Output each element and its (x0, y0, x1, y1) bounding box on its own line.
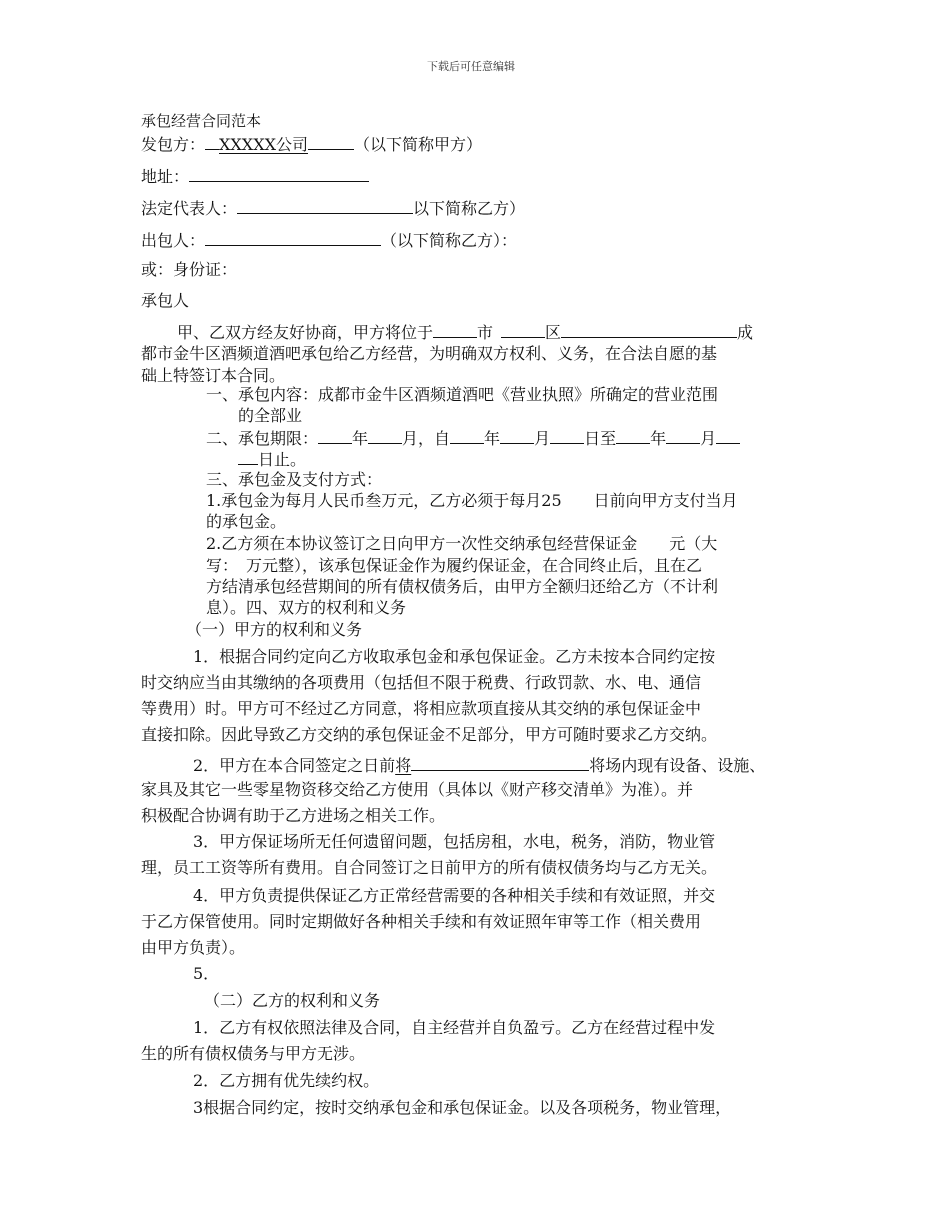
city-blank (433, 320, 477, 338)
clause-3-item2-line1: 2.乙方须在本协议签订之日向甲方一次性交纳承包经营保证金 元（大 (206, 534, 718, 553)
section-b-title: （二）乙方的权利和义务 (204, 991, 381, 1010)
term-blank (666, 426, 700, 444)
term-blank (550, 426, 584, 444)
clause-3-item2-line4: 息）。四、双方的权利和义务 (206, 598, 407, 617)
party-a-label: 发包方： (141, 135, 206, 154)
section-a-p2-line: 积极配合协调有助于乙方进场之相关工作。 (141, 806, 446, 825)
term-text: 月 (700, 429, 717, 448)
intro-line-3: 础上特签订本合同。 (141, 366, 286, 385)
term-blank (450, 426, 484, 444)
term-text: 日至 (584, 429, 617, 448)
clause-3-item1-line2: 的承包金。 (206, 512, 287, 531)
intro-line-2: 都市金牛区酒频道酒吧承包给乙方经营，为明确双方权利、义务，在合法自愿的基 (141, 344, 718, 363)
intro-line-1 (177, 320, 753, 344)
term-text: 月 (534, 429, 551, 448)
party-a-line (141, 132, 482, 156)
document-title: 承包经营合同范本 (141, 112, 262, 130)
clause-2-line-2 (238, 447, 306, 471)
clause-1-line-2: 的全部业 (238, 406, 303, 425)
city-label: 市 (477, 323, 494, 342)
lessor-line (141, 228, 517, 252)
section-a-title: （一）甲方的权利和义务 (186, 620, 363, 639)
term-text: 年 (650, 429, 667, 448)
party-a-name: XXXXX公司 (219, 135, 308, 154)
district-blank (501, 320, 545, 338)
section-a-p3-line: 理，员工工资等所有费用。自合同签订之日前甲方的所有债权债务均与乙方无关。 (141, 858, 718, 877)
section-a-p2-line: 家具及其它一些零星物资移交给乙方使用（具体以《财产移交清单》为准）。并 (141, 780, 694, 799)
term-blank (368, 426, 402, 444)
district-label: 区 (545, 323, 562, 342)
section-b-p1-line: 1．乙方有权依照法律及合同，自主经营并自负盈亏。乙方在经营过程中发 (193, 1018, 716, 1037)
lessor-blank (205, 228, 381, 246)
location-blank (561, 320, 737, 338)
term-blank (716, 426, 740, 444)
address-line (141, 164, 369, 188)
contractor-label: 承包人 (141, 291, 190, 310)
party-a-suffix: （以下简称甲方） (353, 135, 482, 154)
term-end: 日止。 (258, 450, 307, 469)
clause-3-item2-line3: 方结清承包经营期间的所有债权债务后，由甲方全额归还给乙方（不计利 (206, 577, 719, 596)
section-a-p5: 5． (193, 964, 220, 983)
id-line: 或：身份证： (141, 260, 238, 279)
section-a-p1-line: 直接扣除。因此导致乙方交纳的承包保证金不足部分，甲方可随时要求乙方交纳。 (141, 725, 718, 744)
address-label: 地址： (141, 167, 190, 186)
p2-suffix: 将场内现有设备、设施、 (589, 756, 766, 775)
term-text: 月，自 (402, 429, 451, 448)
clause-3-title: 三、承包金及支付方式： (206, 470, 383, 489)
term-label: 二、承包期限： (206, 429, 319, 448)
section-b-p1-line: 生的所有债权债务与甲方无涉。 (141, 1044, 366, 1063)
section-a-p1-line: 等费用）时。甲方可不经过乙方同意，将相应款项直接从其交纳的承包保证金中 (141, 699, 702, 718)
section-a-p1-line: 时交纳应当由其缴纳的各项费用（包括但不限于税费、行政罚款、水、电、通信 (141, 673, 702, 692)
section-a-p2-line-1 (193, 753, 765, 777)
term-blank (500, 426, 534, 444)
clause-3-item2-line2: 写： 万元整），该承包保证金作为履约保证金，在合同终止后，且在乙 (206, 556, 703, 575)
p2-blank (411, 753, 589, 771)
term-blank (616, 426, 650, 444)
section-a-p4-line: 由甲方负责）。 (141, 938, 246, 957)
section-b-p2: 2．乙方拥有优先续约权。 (193, 1071, 380, 1090)
intro-text: 甲、乙双方经友好协商，甲方将位于 (177, 323, 434, 342)
term-blank (238, 447, 258, 465)
p2-underlined: 将 (395, 756, 412, 775)
address-blank (189, 164, 369, 182)
section-a-p4-line: 4．甲方负责提供保证乙方正常经营需要的各种相关手续和有效证照，并交 (193, 886, 716, 905)
legal-rep-line (141, 196, 525, 220)
section-a-p4-line: 于乙方保管使用。同时定期做好各种相关手续和有效证照年审等工作（相关费用 (141, 912, 702, 931)
lessor-suffix: （以下简称乙方）： (381, 231, 518, 250)
section-a-p1-line: 1．根据合同约定向乙方收取承包金和承包保证金。乙方未按本合同约定按 (193, 647, 716, 666)
clause-3-item1-line1: 1.承包金为每月人民币叁万元，乙方必须于每月25 日前向甲方支付当月 (206, 491, 738, 510)
section-a-p3-line: 3．甲方保证场所无任何遗留问题，包括房租，水电，税务，消防，物业管 (193, 832, 716, 851)
legal-rep-suffix: 以下简称乙方） (413, 199, 526, 218)
term-text: 年 (484, 429, 501, 448)
legal-rep-label: 法定代表人： (141, 199, 238, 218)
p2-prefix: 2．甲方在本合同签定之日前 (193, 756, 396, 775)
page-header: 下载后可任意编辑 (427, 60, 515, 73)
legal-rep-blank (237, 196, 413, 214)
section-b-p3: 3根据合同约定，按时交纳承包金和承包保证金。以及各项税务，物业管理， (193, 1098, 732, 1117)
lessor-label: 出包人： (141, 231, 206, 250)
term-blank (318, 426, 352, 444)
term-text: 年 (352, 429, 369, 448)
clause-1-line-1: 一、承包内容：成都市金牛区酒频道酒吧《营业执照》所确定的营业范围 (206, 385, 719, 404)
intro-end: 成 (737, 323, 754, 342)
